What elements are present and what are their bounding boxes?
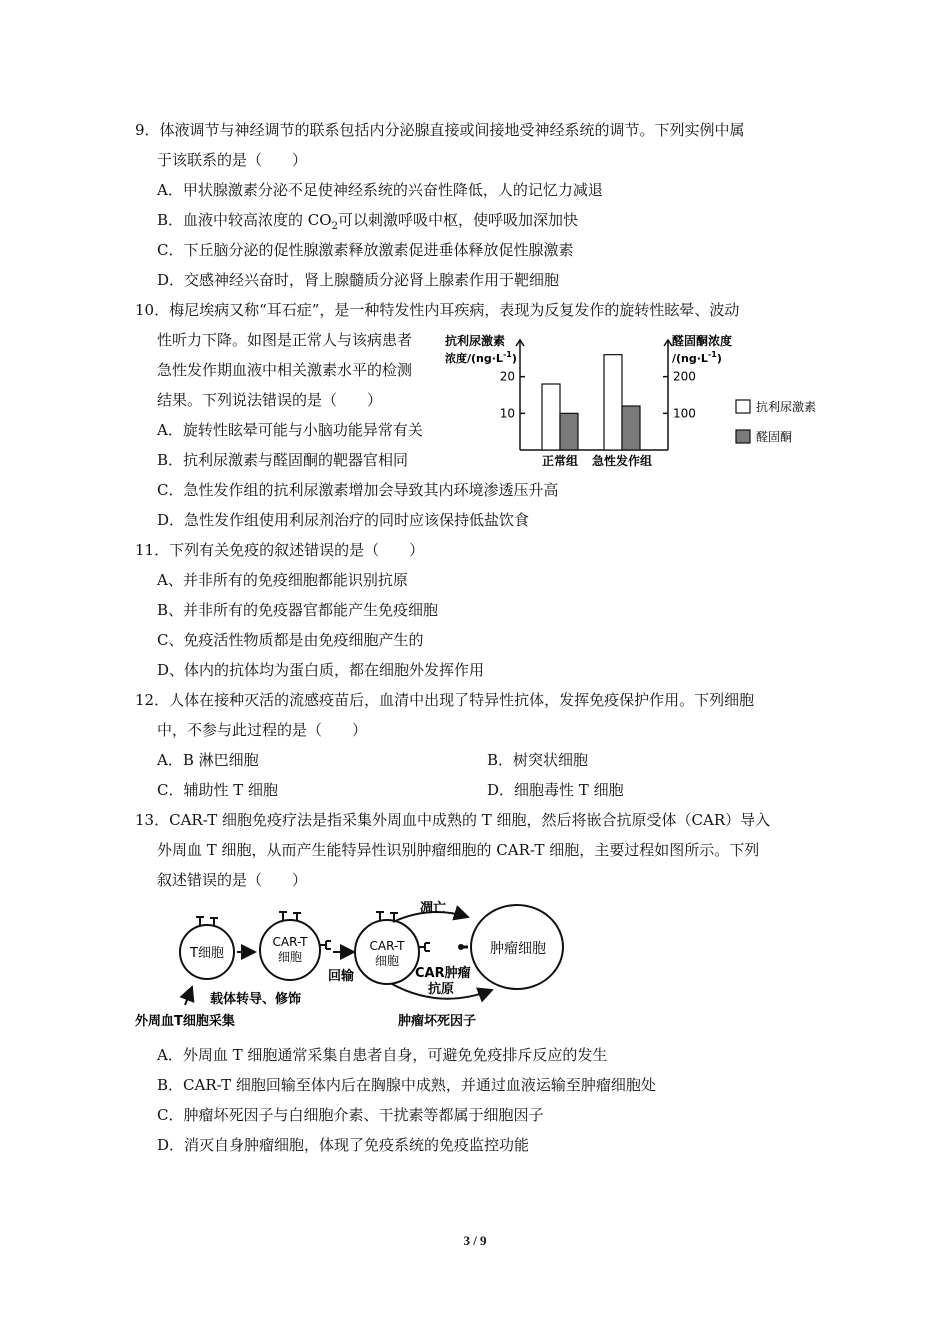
left-axis-label-main: 浓度/(ng·L	[445, 352, 503, 365]
antigen-label-line1: CAR肿瘤	[415, 966, 471, 981]
q12-stem-line2: 中，不参与此过程的是（ ）	[157, 721, 368, 739]
category-label: 正常组	[541, 454, 579, 468]
q10-stem-line3: 急性发作期血液中相关激素水平的检测	[157, 361, 413, 379]
q9-option-b-sub: 2	[331, 221, 338, 232]
tumor-cell	[458, 905, 563, 989]
collect-label: 外周血T细胞采集	[135, 1014, 235, 1029]
car-t-1-line1: CAR-T	[272, 935, 308, 949]
q13-stem-line2: 外周血 T 细胞，从而产生能特异性识别肿瘤细胞的 CAR-T 细胞，主要过程如图所示。下列	[157, 841, 760, 859]
q13-option-b: B．CAR-T 细胞回输至体内后在胸腺中成熟，并通过血液运输至肿瘤细胞处	[157, 1076, 656, 1094]
q12-option-a: A．B 淋巴细胞	[157, 751, 259, 769]
q10-stem-line2: 性听力下降。如图是正常人与该病患者	[157, 331, 413, 349]
car-t-1-line2: 细胞	[277, 950, 303, 964]
q11-option-b: B、并非所有的免疫器官都能产生免疫细胞	[157, 601, 439, 619]
left-tick-label: 20	[499, 369, 515, 384]
q10-option-c: C．急性发作组的抗利尿激素增加会导致其内环境渗透压升高	[157, 481, 559, 499]
q12-option-c: C．辅助性 T 细胞	[157, 781, 279, 799]
q11-option-c: C、免疫活性物质都是由免疫细胞产生的	[157, 631, 424, 649]
chart-body	[500, 340, 816, 468]
apoptosis-label: 凋亡	[420, 901, 447, 916]
right-tick-label: 100	[673, 406, 696, 421]
q10-stem-line4: 结果。下列说法错误的是（ ）	[157, 391, 383, 409]
q13-stem-line1: 13．CAR-T 细胞免疫疗法是指采集外周血中成熟的 T 细胞，然后将嵌合抗原受体（CAR）导入	[135, 811, 771, 829]
left-axis-label-end: )	[511, 352, 517, 365]
q12-option-b: B．树突状细胞	[487, 751, 589, 769]
right-tick-label: 200	[673, 369, 696, 384]
q10-option-a: A．旋转性眩晕可能与小脑功能异常有关	[157, 421, 423, 439]
left-tick-label: 10	[499, 406, 515, 421]
q11-option-d: D、体内的抗体均为蛋白质，都在细胞外发挥作用	[157, 661, 485, 679]
q9-option-d: D．交感神经兴奋时，肾上腺髓质分泌肾上腺素作用于靶细胞	[157, 271, 560, 289]
legend-label: 抗利尿激素	[756, 400, 817, 414]
right-axis-label-sup: -1	[707, 350, 717, 359]
q13-option-c: C．肿瘤坏死因子与白细胞介素、干扰素等都属于细胞因子	[157, 1106, 544, 1124]
bar-adh-1	[604, 355, 622, 450]
q11-option-a: A、并非所有的免疫细胞都能识别抗原	[157, 571, 408, 589]
q11-stem: 11．下列有关免疫的叙述错误的是（ ）	[135, 541, 425, 559]
car-t-diagram	[130, 895, 580, 1035]
q9-option-b-pre: B．血液中较高浓度的 CO	[157, 211, 332, 229]
q13-option-a: A．外周血 T 细胞通常采集自患者自身，可避免免疫排斥反应的发生	[157, 1046, 608, 1064]
arrow-collect	[185, 987, 192, 1005]
q13-stem-line3: 叙述错误的是（ ）	[157, 871, 308, 889]
q9-option-b-post: 可以刺激呼吸中枢，使呼吸加深加快	[337, 211, 578, 229]
left-axis-label-line2	[445, 350, 517, 365]
hormone-chart	[440, 330, 840, 470]
left-axis-label-line1: 抗利尿激素	[445, 334, 506, 348]
tnf-label: 肿瘤坏死因子	[398, 1014, 477, 1029]
q13-option-d: D．消灭自身肿瘤细胞，体现了免疫系统的免疫监控功能	[157, 1136, 530, 1154]
bar-ald-1	[622, 406, 640, 450]
car-t-2-line1: CAR-T	[369, 939, 405, 953]
q9-stem-line2: 于该联系的是（ ）	[157, 151, 308, 169]
car-t-diagram-svg	[130, 895, 580, 1035]
q9-stem-line1: 9．体液调节与神经调节的联系包括内分泌腺直接或间接地受神经系统的调节。下列实例中属	[135, 121, 745, 139]
hormone-chart-svg	[440, 330, 840, 470]
q9-option-c: C．下丘脑分泌的促性腺激素释放激素促进垂体释放促性腺激素	[157, 241, 574, 259]
legend-swatch	[736, 400, 750, 413]
q12-option-d: D．细胞毒性 T 细胞	[487, 781, 624, 799]
q9-option-a: A．甲状腺激素分泌不足使神经系统的兴奋性降低，人的记忆力减退	[157, 181, 603, 199]
bar-ald-0	[560, 413, 578, 450]
antigen-label-line2: 抗原	[428, 982, 455, 997]
bar-adh-0	[542, 384, 560, 450]
page-number: 3 / 9	[463, 1233, 487, 1248]
category-label: 急性发作组	[591, 454, 653, 468]
reinfuse-label: 回输	[328, 969, 355, 984]
car-t-2-line2: 细胞	[374, 954, 400, 968]
legend-swatch	[736, 430, 750, 443]
legend-label: 醛固酮	[756, 430, 793, 444]
vector-label: 载体转导、修饰	[210, 992, 302, 1007]
t-cell	[180, 917, 234, 979]
right-axis-label-line2	[672, 350, 722, 365]
q10-option-b: B．抗利尿激素与醛固酮的靶器官相同	[157, 451, 409, 469]
t-cell-label: T细胞	[190, 946, 224, 961]
q10-option-d: D．急性发作组使用利尿剂治疗的同时应该保持低盐饮食	[157, 511, 530, 529]
q10-stem-line1: 10．梅尼埃病又称“耳石症”，是一种特发性内耳疾病，表现为反复发作的旋转性眩晕、波动	[135, 301, 740, 319]
left-axis-label-sup: -1	[502, 350, 512, 359]
q9-option-b	[157, 210, 578, 237]
car-t-cell-1	[260, 912, 331, 980]
right-axis-label-end: )	[716, 352, 722, 365]
right-axis-label-line1: 醛固酮浓度	[672, 334, 733, 348]
q12-stem-line1: 12．人体在接种灭活的流感疫苗后，血清中出现了特异性抗体，发挥免疫保护作用。下列细胞	[135, 691, 755, 709]
tumor-cell-label: 肿瘤细胞	[490, 941, 546, 957]
right-axis-label-main: /(ng·L	[672, 352, 708, 365]
